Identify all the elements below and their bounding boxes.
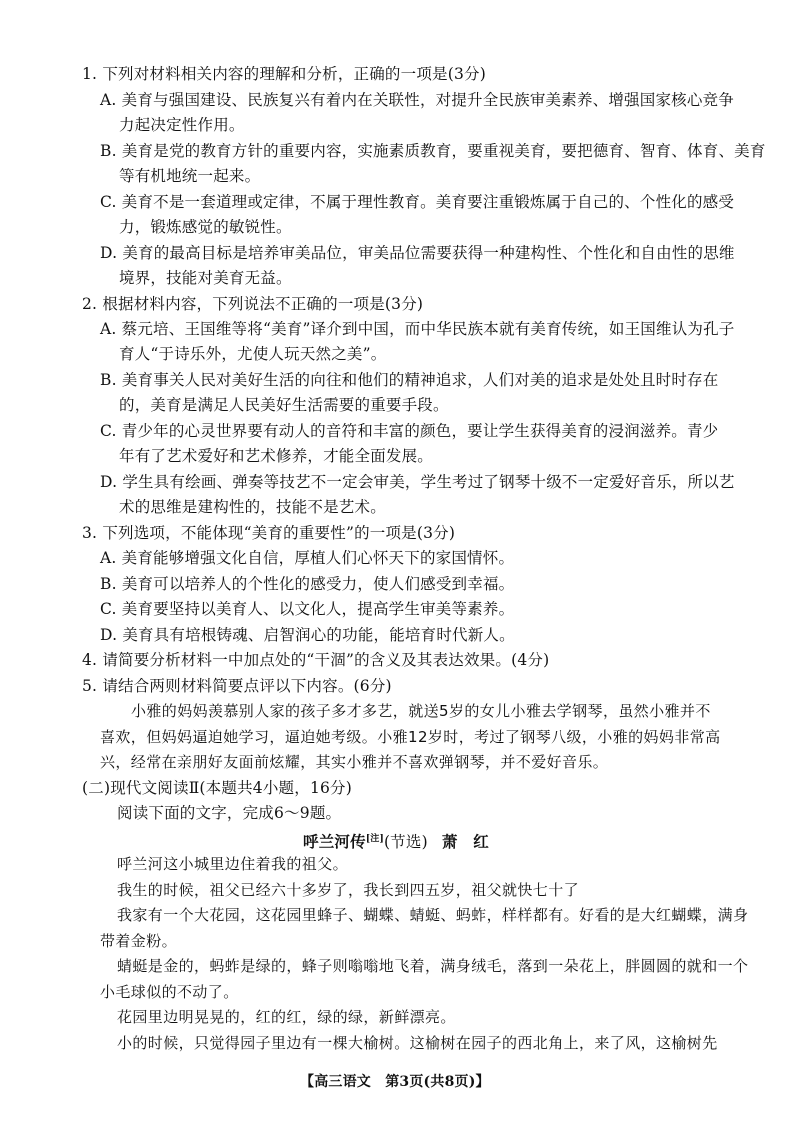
question-2-option-a-cont: 育人“于诗乐外，尤使人玩天然之美”。 bbox=[119, 345, 387, 363]
passage-title-note: [注] bbox=[365, 834, 384, 844]
question-2-option-d-cont: 术的思维是建构性的，技能不是艺术。 bbox=[119, 498, 386, 516]
question-1-option-d-cont: 境界，技能对美育无益。 bbox=[119, 269, 292, 287]
question-4-stem: 4. 请简要分析材料一中加点处的“干涸”的含义及其表达效果。(4分) bbox=[82, 651, 550, 669]
question-1-option-a-cont: 力起决定性作用。 bbox=[119, 116, 245, 134]
question-2-option-b-cont: 的，美育是满足人民美好生活需要的重要手段。 bbox=[119, 396, 449, 414]
question-2-option-b: B. 美育事关人民对美好生活的向往和他们的精神追求，人们对美的追求是处处且时时存在 bbox=[100, 371, 719, 389]
question-3-stem: 3. 下列选项，不能体现“美育的重要性”的一项是(3分) bbox=[82, 524, 456, 542]
passage-line-5: 花园里边明晃晃的，红的红，绿的绿，新鲜漂亮。 bbox=[117, 1008, 456, 1026]
question-1-option-b-cont: 等有机地统一起来。 bbox=[119, 167, 261, 185]
question-5-material-line-2: 喜欢，但妈妈逼迫她学习，逼迫她考级。小雅12岁时，考过了钢琴八级，小雅的妈妈非常高 bbox=[100, 728, 721, 746]
question-5-stem: 5. 请结合两则材料简要点评以下内容。(6分) bbox=[82, 677, 392, 695]
question-3-option-a: A. 美育能够增强文化自信，厚植人们心怀天下的家国情怀。 bbox=[100, 549, 515, 567]
question-2-option-a: A. 蔡元培、王国维等将“美育”译介到中国，而中华民族本就有美育传统，如王国维认为孔子 bbox=[100, 320, 735, 338]
passage-line-3: 我家有一个大花园，这花园里蜂子、蝴蝶、蜻蜓、蚂蚱，样样都有。好看的是大红蝴蝶，满身 bbox=[117, 906, 749, 924]
passage-line-1: 呼兰河这小城里边住着我的祖父。 bbox=[117, 855, 349, 873]
question-2-option-d: D. 学生具有绘画、弹奏等技艺不一定会审美，学生考过了钢琴十级不一定爱好音乐，所以艺 bbox=[100, 473, 735, 491]
passage-line-4: 蜻蜓是金的，蚂蚱是绿的，蜂子则嗡嗡地飞着，满身绒毛，落到一朵花上，胖圆圆的就和一个 bbox=[117, 957, 749, 975]
question-1-option-c-cont: 力，锻炼感觉的敏锐性。 bbox=[119, 218, 292, 236]
question-3-option-b: B. 美育可以培养人的个性化的感受力，使人们感受到幸福。 bbox=[100, 575, 515, 593]
passage-line-2: 我生的时候，祖父已经六十多岁了，我长到四五岁，祖父就快七十了 bbox=[117, 881, 580, 899]
question-3-option-d: D. 美育具有培根铸魂、启智润心的功能，能培育时代新人。 bbox=[100, 626, 515, 644]
question-1-stem: 1. 下列对材料相关内容的理解和分析，正确的一项是(3分) bbox=[82, 65, 486, 83]
question-1-option-a: A. 美育与强国建设、民族复兴有着内在关联性，对提升全民族审美素养、增强国家核心竞争 bbox=[100, 91, 734, 109]
passage-author: 萧 红 bbox=[441, 832, 489, 852]
page-footer: 【高三语文 第3页(共8页)】 bbox=[300, 1074, 490, 1090]
question-5-material-line-1: 小雅的妈妈羡慕别人家的孩子多才多艺，就送5岁的女儿小雅去学钢琴，虽然小雅并不 bbox=[131, 702, 711, 720]
question-1-option-b: B. 美育是党的教育方针的重要内容，实施素质教育，要重视美育，要把德育、智育、体育、美育 bbox=[100, 142, 766, 160]
passage-line-4-cont: 小毛球似的不动了。 bbox=[100, 983, 239, 1001]
question-2-option-c-cont: 年有了艺术爱好和艺术修养，才能全面发展。 bbox=[119, 447, 434, 465]
section-2-instruction: 阅读下面的文字，完成6～9题。 bbox=[117, 804, 342, 822]
question-2-stem: 2. 根据材料内容，下列说法不正确的一项是(3分) bbox=[82, 295, 424, 313]
passage-title: 呼兰河传 bbox=[303, 832, 366, 852]
question-1-option-c: C. 美育不是一套道理或定律，不属于理性教育。美育要注重锻炼属于自己的、个性化的感受 bbox=[100, 193, 735, 211]
question-1-option-d: D. 美育的最高目标是培养审美品位，审美品位需要获得一种建构性、个性化和自由性的思维 bbox=[100, 244, 735, 262]
question-2-option-c: C. 青少年的心灵世界要有动人的音符和丰富的颜色，要让学生获得美育的浸润滋养。青少 bbox=[100, 422, 719, 440]
section-2-heading: (二)现代文阅读Ⅱ(本题共4小题，16分) bbox=[82, 779, 353, 797]
passage-line-3-cont: 带着金粉。 bbox=[100, 932, 178, 950]
passage-title-line bbox=[303, 829, 489, 852]
question-3-option-c: C. 美育要坚持以美育人、以文化人，提高学生审美等素养。 bbox=[100, 600, 515, 618]
passage-line-6: 小的时候，只觉得园子里边有一棵大榆树。这榆树在园子的西北角上，来了风，这榆树先 bbox=[117, 1034, 718, 1052]
passage-subtitle: (节选) bbox=[383, 833, 428, 852]
question-5-material-line-3: 兴，经常在亲朋好友面前炫耀，其实小雅并不喜欢弹钢琴，并不爱好音乐。 bbox=[100, 753, 609, 771]
